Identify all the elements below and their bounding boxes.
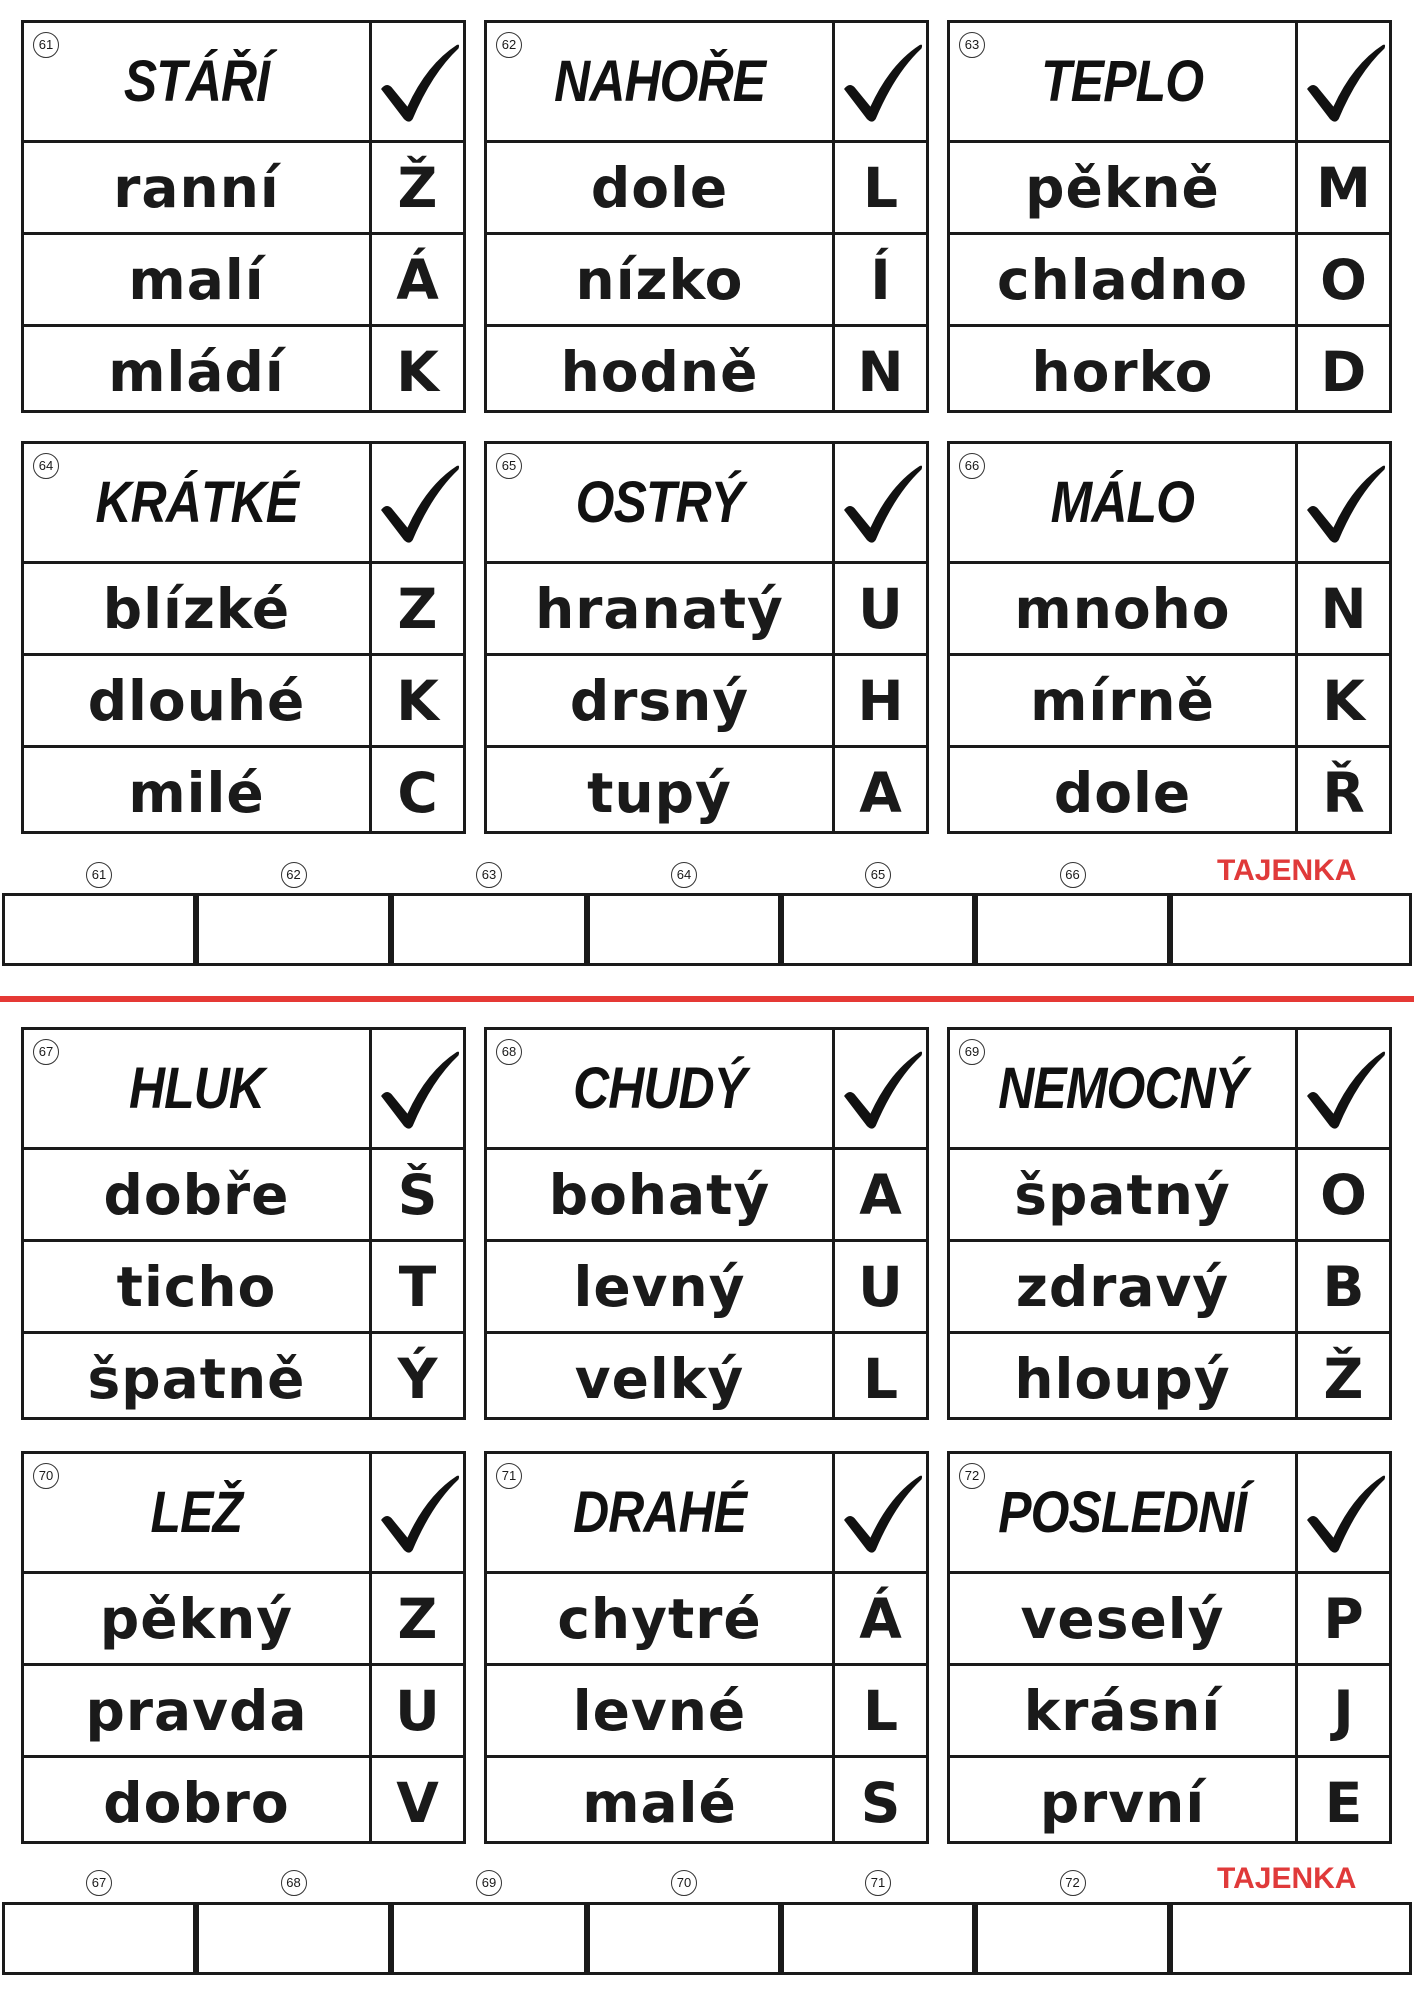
option-letter-cell: [372, 1574, 463, 1663]
option-letter-cell: [835, 1150, 926, 1239]
card-title: MÁLO: [1050, 470, 1195, 535]
card-title-cell: [950, 1030, 1295, 1147]
option-word: drsný: [569, 668, 750, 733]
option-word-cell: [950, 1666, 1295, 1755]
option-letter-cell: [1298, 1666, 1389, 1755]
check-icon: [835, 23, 926, 140]
option-letter: Á: [859, 1586, 902, 1651]
check-icon: [835, 1030, 926, 1147]
option-letter-cell: [1298, 1150, 1389, 1239]
puzzle-card: [21, 1451, 466, 1844]
option-word: mládí: [108, 339, 285, 404]
answer-number: 70: [671, 1870, 697, 1896]
option-word-cell: [24, 748, 369, 837]
option-word-cell: [24, 1334, 369, 1423]
option-letter: Ř: [1322, 760, 1365, 825]
option-letter-cell: [372, 143, 463, 232]
option-letter-cell: [835, 748, 926, 837]
option-letter-cell: [835, 327, 926, 416]
option-letter: T: [398, 1254, 437, 1319]
option-word-cell: [487, 235, 832, 324]
puzzle-card: [21, 441, 466, 834]
option-word: horko: [1031, 339, 1214, 404]
puzzle-card: [21, 20, 466, 413]
card-title: OSTRÝ: [575, 470, 744, 535]
option-letter-cell: [1298, 327, 1389, 416]
option-letter-cell: [372, 327, 463, 416]
option-letter: B: [1322, 1254, 1365, 1319]
option-letter-cell: [372, 1666, 463, 1755]
option-letter-cell: [835, 1242, 926, 1331]
answer-number: 71: [865, 1870, 891, 1896]
option-letter-cell: [1298, 1758, 1389, 1847]
option-word: levné: [572, 1678, 747, 1743]
option-word-cell: [24, 564, 369, 653]
option-word-cell: [487, 1334, 832, 1423]
option-letter: Š: [397, 1162, 438, 1227]
answer-box[interactable]: [781, 1902, 975, 1975]
option-word-cell: [950, 1574, 1295, 1663]
tajenka-label: TAJENKA: [1217, 1862, 1357, 1895]
option-word: hodně: [560, 339, 759, 404]
option-letter: O: [1320, 247, 1367, 312]
option-letter: E: [1324, 1770, 1363, 1835]
option-word: bohatý: [548, 1162, 771, 1227]
section-divider: [0, 996, 1414, 1002]
answer-box[interactable]: [391, 893, 587, 966]
card-title: TEPLO: [1041, 49, 1204, 114]
check-icon: [835, 444, 926, 561]
option-word-cell: [24, 235, 369, 324]
option-word-cell: [24, 656, 369, 745]
option-letter: A: [859, 760, 902, 825]
option-letter-cell: [372, 1242, 463, 1331]
check-icon: [835, 1454, 926, 1571]
option-word-cell: [950, 1242, 1295, 1331]
option-word-cell: [487, 656, 832, 745]
check-icon: [372, 1030, 463, 1147]
card-title: LEŽ: [150, 1480, 243, 1545]
puzzle-card: [484, 1027, 929, 1420]
check-icon: [372, 23, 463, 140]
tajenka-label: TAJENKA: [1217, 854, 1357, 887]
option-word-cell: [487, 1574, 832, 1663]
option-word-cell: [950, 1334, 1295, 1423]
answer-number: 63: [476, 862, 502, 888]
option-letter: Z: [397, 576, 438, 641]
option-letter: Ž: [397, 155, 438, 220]
option-word-cell: [24, 143, 369, 232]
option-word: dobro: [103, 1770, 290, 1835]
option-letter: Ž: [1323, 1346, 1364, 1411]
option-letter-cell: [372, 235, 463, 324]
option-letter-cell: [835, 564, 926, 653]
puzzle-card: [21, 1027, 466, 1420]
option-letter-cell: [835, 1666, 926, 1755]
option-letter: Ý: [397, 1346, 438, 1411]
option-word-cell: [24, 327, 369, 416]
answer-number: 62: [281, 862, 307, 888]
option-word-cell: [487, 327, 832, 416]
card-title-cell: [487, 23, 832, 140]
option-word: dole: [590, 155, 729, 220]
option-word: špatně: [87, 1346, 306, 1411]
card-title: HLUK: [128, 1056, 265, 1121]
answer-number: 67: [86, 1870, 112, 1896]
option-letter: P: [1323, 1586, 1364, 1651]
option-letter: K: [396, 668, 439, 733]
option-word-cell: [487, 564, 832, 653]
option-letter: Á: [396, 247, 439, 312]
option-word-cell: [24, 1150, 369, 1239]
option-letter-cell: [1298, 656, 1389, 745]
option-word: ticho: [116, 1254, 277, 1319]
option-letter-cell: [835, 1758, 926, 1847]
option-word: velký: [574, 1346, 745, 1411]
card-number: 66: [959, 453, 985, 479]
option-letter: D: [1320, 339, 1367, 404]
tajenka-box[interactable]: [1170, 1902, 1412, 1975]
card-number: 67: [33, 1039, 59, 1065]
option-letter-cell: [372, 1334, 463, 1423]
answer-box[interactable]: [196, 893, 391, 966]
card-number: 71: [496, 1463, 522, 1489]
tajenka-box[interactable]: [1170, 893, 1412, 966]
option-word: ranní: [113, 155, 280, 220]
option-word: chladno: [996, 247, 1249, 312]
option-letter: C: [397, 760, 438, 825]
answer-number: 61: [86, 862, 112, 888]
option-word: milé: [128, 760, 265, 825]
puzzle-card: [484, 20, 929, 413]
card-number: 69: [959, 1039, 985, 1065]
card-number: 61: [33, 32, 59, 58]
option-word-cell: [950, 143, 1295, 232]
option-letter-cell: [372, 1758, 463, 1847]
option-word: zdravý: [1015, 1254, 1230, 1319]
option-word-cell: [950, 1758, 1295, 1847]
answer-number: 72: [1060, 1870, 1086, 1896]
option-letter-cell: [1298, 235, 1389, 324]
option-letter-cell: [1298, 748, 1389, 837]
option-letter: H: [857, 668, 904, 733]
check-icon: [1298, 1030, 1389, 1147]
option-word: dlouhé: [87, 668, 306, 733]
option-word: mnoho: [1014, 576, 1231, 641]
option-word-cell: [487, 143, 832, 232]
option-word: mírně: [1030, 668, 1215, 733]
option-word: první: [1039, 1770, 1206, 1835]
card-title: STÁŘÍ: [123, 49, 270, 114]
card-title: POSLEDNÍ: [998, 1480, 1247, 1545]
option-word: chytré: [557, 1586, 762, 1651]
card-title: NEMOCNÝ: [998, 1056, 1247, 1121]
option-letter-cell: [1298, 143, 1389, 232]
option-word: krásní: [1023, 1678, 1222, 1743]
answer-box[interactable]: [2, 893, 196, 966]
answer-box[interactable]: [196, 1902, 391, 1975]
option-letter: A: [859, 1162, 902, 1227]
option-word-cell: [24, 1758, 369, 1847]
option-letter: K: [1322, 668, 1365, 733]
option-word: hloupý: [1014, 1346, 1231, 1411]
option-word-cell: [950, 327, 1295, 416]
card-number: 63: [959, 32, 985, 58]
card-number: 62: [496, 32, 522, 58]
card-number: 70: [33, 1463, 59, 1489]
option-letter-cell: [1298, 1334, 1389, 1423]
option-word: malí: [128, 247, 265, 312]
option-word-cell: [24, 1242, 369, 1331]
answer-box[interactable]: [391, 1902, 587, 1975]
answer-box[interactable]: [975, 1902, 1170, 1975]
option-word: pravda: [85, 1678, 308, 1743]
card-title: CHUDÝ: [572, 1056, 747, 1121]
option-letter: N: [1320, 576, 1367, 641]
card-title: DRAHÉ: [572, 1480, 747, 1545]
answer-number: 66: [1060, 862, 1086, 888]
option-word-cell: [487, 1242, 832, 1331]
option-word: tupý: [587, 760, 732, 825]
option-word-cell: [950, 564, 1295, 653]
card-title-cell: [24, 23, 369, 140]
card-number: 72: [959, 1463, 985, 1489]
card-number: 65: [496, 453, 522, 479]
card-number: 68: [496, 1039, 522, 1065]
check-icon: [1298, 1454, 1389, 1571]
option-word-cell: [950, 235, 1295, 324]
card-title-cell: [950, 444, 1295, 561]
card-title-cell: [487, 1454, 832, 1571]
option-letter-cell: [835, 1334, 926, 1423]
option-letter: U: [395, 1678, 440, 1743]
option-word: blízké: [102, 576, 291, 641]
option-word: dobře: [103, 1162, 290, 1227]
option-letter: J: [1333, 1678, 1354, 1743]
option-word: hranatý: [535, 576, 784, 641]
option-word: veselý: [1020, 1586, 1225, 1651]
check-icon: [372, 1454, 463, 1571]
option-letter-cell: [835, 143, 926, 232]
option-letter: U: [858, 576, 903, 641]
option-letter: M: [1316, 155, 1371, 220]
card-title-cell: [24, 444, 369, 561]
option-letter: Z: [397, 1586, 438, 1651]
puzzle-card: [484, 1451, 929, 1844]
answer-box[interactable]: [975, 893, 1170, 966]
card-title-cell: [950, 1454, 1295, 1571]
puzzle-card: [484, 441, 929, 834]
option-word-cell: [24, 1574, 369, 1663]
card-number: 64: [33, 453, 59, 479]
option-letter: L: [862, 1346, 899, 1411]
option-letter-cell: [835, 235, 926, 324]
option-word-cell: [487, 1666, 832, 1755]
option-word: malé: [582, 1770, 737, 1835]
option-letter-cell: [372, 564, 463, 653]
option-word: pěkný: [99, 1586, 294, 1651]
option-letter-cell: [372, 1150, 463, 1239]
card-title-cell: [487, 444, 832, 561]
option-letter-cell: [835, 656, 926, 745]
puzzle-card: [947, 441, 1392, 834]
option-letter-cell: [372, 656, 463, 745]
card-title: NAHOŘE: [554, 49, 765, 114]
card-title-cell: [487, 1030, 832, 1147]
option-letter: L: [862, 155, 899, 220]
puzzle-card: [947, 1451, 1392, 1844]
option-letter: S: [860, 1770, 901, 1835]
option-letter: K: [396, 339, 439, 404]
option-word-cell: [24, 1666, 369, 1755]
card-title-cell: [24, 1454, 369, 1571]
option-word-cell: [487, 748, 832, 837]
option-word: nízko: [575, 247, 744, 312]
option-letter: O: [1320, 1162, 1367, 1227]
check-icon: [372, 444, 463, 561]
option-word-cell: [950, 748, 1295, 837]
answer-box[interactable]: [781, 893, 975, 966]
card-title-cell: [24, 1030, 369, 1147]
puzzle-card: [947, 1027, 1392, 1420]
puzzle-card: [947, 20, 1392, 413]
option-letter: Í: [870, 247, 891, 312]
option-letter-cell: [835, 1574, 926, 1663]
check-icon: [1298, 23, 1389, 140]
option-letter: L: [862, 1678, 899, 1743]
option-letter-cell: [1298, 564, 1389, 653]
option-word: špatný: [1014, 1162, 1231, 1227]
option-word-cell: [950, 656, 1295, 745]
option-word-cell: [487, 1758, 832, 1847]
answer-number: 64: [671, 862, 697, 888]
option-letter-cell: [1298, 1574, 1389, 1663]
option-letter-cell: [1298, 1242, 1389, 1331]
answer-number: 65: [865, 862, 891, 888]
answer-box[interactable]: [587, 1902, 781, 1975]
check-icon: [1298, 444, 1389, 561]
option-letter-cell: [372, 748, 463, 837]
option-word: dole: [1053, 760, 1192, 825]
option-letter: V: [396, 1770, 439, 1835]
option-word-cell: [487, 1150, 832, 1239]
card-title-cell: [950, 23, 1295, 140]
option-letter: N: [857, 339, 904, 404]
answer-number: 68: [281, 1870, 307, 1896]
option-letter: U: [858, 1254, 903, 1319]
option-word: levný: [573, 1254, 746, 1319]
option-word-cell: [950, 1150, 1295, 1239]
answer-number: 69: [476, 1870, 502, 1896]
answer-box[interactable]: [2, 1902, 196, 1975]
option-word: pěkně: [1025, 155, 1220, 220]
card-title: KRÁTKÉ: [95, 470, 298, 535]
answer-box[interactable]: [587, 893, 781, 966]
